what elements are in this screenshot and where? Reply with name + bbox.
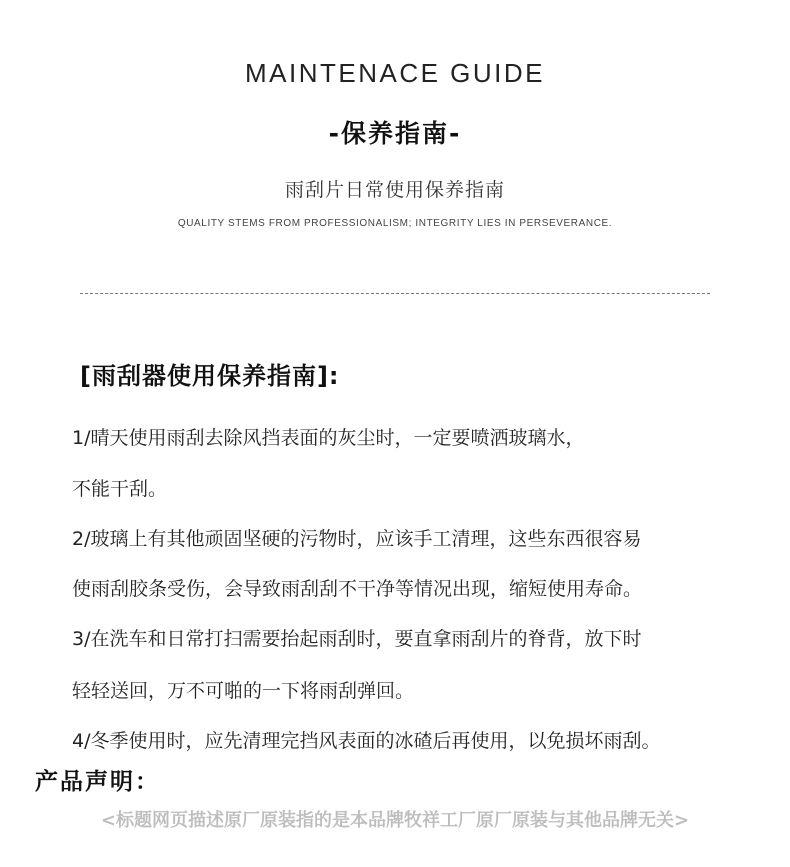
guide-line: 1/晴天使用雨刮去除风挡表面的灰尘时，一定要喷洒玻璃水， <box>72 427 585 449</box>
guide-line: 不能干刮。 <box>72 478 168 500</box>
page-title-cn: -保养指南- <box>328 119 462 148</box>
product-notice-heading: 产品声明： <box>35 769 160 795</box>
slogan: QUALITY STEMS FROM PROFESSIONALISM; INTEGRITY LIES IN PERSEVERANCE. <box>177 218 613 229</box>
guide-line: 2/玻璃上有其他顽固坚硬的污物时，应该手工清理，这些东西很容易 <box>72 528 642 550</box>
guide-line: 4/冬季使用时，应先清理完挡风表面的冰碴后再使用，以免损坏雨刮。 <box>72 730 661 752</box>
page-title-en: MAINTENACE GUIDE <box>244 58 546 88</box>
disclaimer-text: <标题网页描述原厂原装指的是本品牌牧祥工厂原厂原装与其他品牌无关> <box>100 810 690 831</box>
guide-line: 使雨刮胶条受伤，会导致雨刮刮不干净等情况出现，缩短使用寿命。 <box>72 578 643 600</box>
dashed-divider <box>80 293 710 294</box>
guide-line: 轻轻送回，万不可啪的一下将雨刮弹回。 <box>72 680 415 702</box>
guide-heading: [雨刮器使用保养指南]: <box>80 362 340 390</box>
guide-line: 3/在洗车和日常打扫需要抬起雨刮时，要直拿雨刮片的脊背，放下时 <box>72 628 642 650</box>
page-subtitle: 雨刮片日常使用保养指南 <box>284 179 505 201</box>
